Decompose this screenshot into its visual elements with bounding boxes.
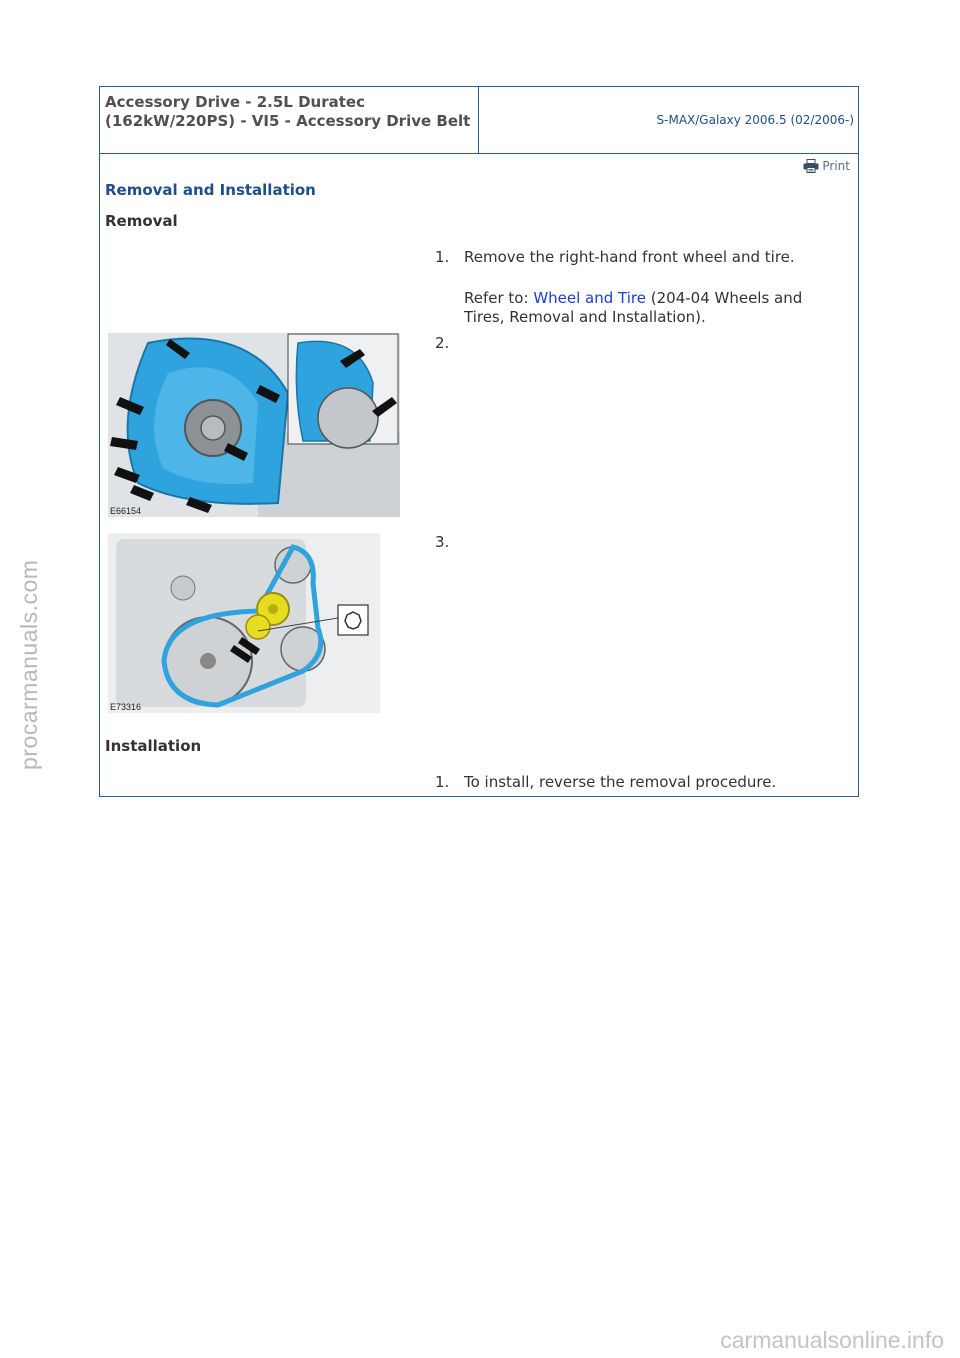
refer-to-text xyxy=(464,289,844,327)
wheel-arch-liner-illustration xyxy=(108,333,400,517)
figure-code: E66154 xyxy=(110,506,142,516)
print-button[interactable] xyxy=(803,159,850,173)
belt-tensioner-drawing xyxy=(108,533,380,713)
figure-code: E73316 xyxy=(110,702,142,712)
printer-icon xyxy=(803,159,819,173)
installation-heading: Installation xyxy=(105,737,202,755)
removal-heading: Removal xyxy=(105,212,178,230)
step-number: 1. xyxy=(435,773,450,791)
wheel-arch-liner-drawing xyxy=(108,333,400,517)
page-title: Accessory Drive - 2.5L Duratec (162kW/220PS) - VI5 - Accessory Drive Belt xyxy=(100,87,479,153)
step-text: Remove the right-hand front wheel and tire. xyxy=(464,248,795,266)
refer-suffix: (204-04 Wheels and Tires, Removal and Installation). xyxy=(464,289,803,326)
header-row xyxy=(100,87,858,154)
vehicle-model: S-MAX/Galaxy 2006.5 (02/2006-) xyxy=(656,113,854,127)
bottom-watermark: carmanualsonline.info xyxy=(720,1327,944,1353)
section-title: Removal and Installation xyxy=(105,181,316,199)
document-frame xyxy=(99,86,859,797)
step-number: 2. xyxy=(435,334,450,352)
belt-tensioner-illustration xyxy=(108,533,380,713)
step-number: 3. xyxy=(435,533,450,551)
wheel-and-tire-link[interactable]: Wheel and Tire xyxy=(533,289,646,307)
print-label: Print xyxy=(822,159,850,173)
step-text: To install, reverse the removal procedure. xyxy=(464,773,777,791)
side-watermark: procarmanuals.com xyxy=(16,559,42,770)
refer-prefix: Refer to: xyxy=(464,289,529,307)
step-number: 1. xyxy=(435,248,450,266)
